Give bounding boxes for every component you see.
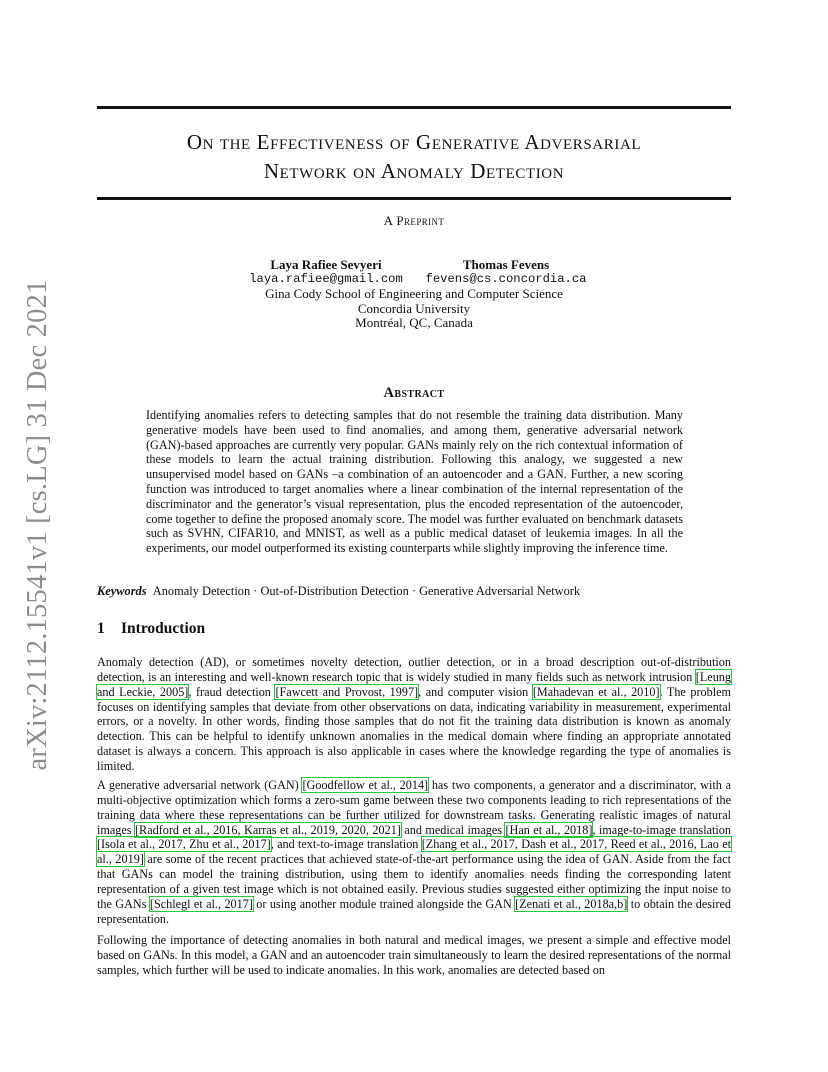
paragraph-text: , image-to-image translation: [592, 822, 731, 837]
paragraph-text: A generative adversarial network (GAN): [97, 778, 303, 792]
paragraph-text: . The problem focuses on identifying samples that deviate from other observations on data, indicating variability in measurement, experimental errors, or a novelty. In other words, finding those samples that do not fit the training data distribution is known as anomaly detection. This can be helpful to identify unknown anomalies in the medical domain where finding an appropriate annotated dataset is always a concern. This approach is also applicable in cases where the knowledge regarding the type of anomalies is limited.: [97, 684, 732, 773]
citation-link[interactable]: [Zhang et al., 2017, Dash et al., 2017, Reed et al., 2016, Lao et al., 2019]: [97, 837, 731, 867]
paragraph-text: to obtain the desired representation.: [97, 896, 732, 926]
abstract-heading: Abstract: [383, 385, 445, 401]
title-rule-top: [97, 106, 731, 109]
paragraph-1: [97, 655, 731, 774]
arxiv-sidebar: [18, 279, 58, 771]
paragraph-text: Anomaly detection (AD), or sometimes novelty detection, outlier detection, or in a broad description out-of-distribution detection, is an interesting and well-known research topic that is widely studied in many fields such as network intrusion: [97, 655, 731, 684]
citation-link[interactable]: [Goodfellow et al., 2014]: [302, 778, 429, 792]
affiliation: [97, 287, 731, 331]
paragraph-text: has two components, a generator and a discriminator, with a multi-objective optimization which forms a zero-sum game between these two components leading to rich representations of the training data where these representations can be further utilized for downstream tasks. Generating realistic images of natural images: [97, 778, 731, 837]
keywords-label: Keywords: [97, 584, 147, 598]
citation-link[interactable]: [Schlegl et al., 2017]: [149, 896, 253, 911]
section-heading-introduction: [97, 620, 731, 638]
paragraph-text: or using another module trained alongside the GAN: [252, 896, 516, 911]
affiliation-line-2: Concordia University: [357, 300, 471, 316]
citation-link[interactable]: [Zenati et al., 2018a,b]: [515, 896, 628, 911]
arxiv-identifier: arXiv:2112.15541v1 [cs.LG] 31 Dec 2021: [22, 279, 53, 771]
abstract-text: Identifying anomalies refers to detecting samples that do not resemble the training data distribution. Many generative models have been used to find anomalies, and among them, generative adversarial network (GAN)-based approaches are currently very popular. GANs mainly rely on the rich contextual information of these models to learn the actual training distribution. Following this analogy, we suggested a new unsupervised model based on GANs –a combination of an autoencoder and a GAN. Further, a new scoring function was introduced to target anomalies where a linear combination of the internal representation of the discriminator and the generator’s visual representation, plus the encoded representation of the autoencoder, come together to define the proposed anomaly score. The model was further evaluated on benchmark datasets such as SVHN, CIFAR10, and MNIST, as well as a public medical dataset of leukemia images. In all the experiments, our model outperformed its existing counterparts while slightly improving the inference time.: [146, 408, 683, 556]
title-line-2: Network on Anomaly Detection: [263, 159, 565, 183]
title-rule-bottom: [97, 197, 731, 200]
section-title: Introduction: [121, 620, 206, 637]
author-1-email[interactable]: laya.rafiee@gmail.com: [249, 272, 403, 286]
citation-link[interactable]: [Fawcett and Provost, 1997]: [275, 684, 419, 699]
affiliation-line-1: Gina Cody School of Engineering and Computer Science: [265, 286, 563, 301]
paragraph-text: , fraud detection: [188, 684, 276, 699]
keywords-line: [97, 584, 731, 599]
citation-link[interactable]: [Leung and Leckie, 2005]: [97, 669, 731, 699]
citation-link[interactable]: [Han et al., 2018]: [505, 822, 593, 837]
author-2-email[interactable]: fevens@cs.concordia.ca: [425, 272, 587, 286]
paragraph-text: , and text-to-image translation: [270, 837, 422, 852]
citation-link[interactable]: [Radford et al., 2016, Karras et al., 2019, 2020, 2021]: [135, 822, 401, 837]
paragraph-2: [97, 778, 731, 926]
paragraph-text: and medical images: [400, 822, 506, 837]
author-2: [423, 257, 589, 287]
author-1: [246, 257, 406, 287]
paragraph-text: , and computer vision: [418, 684, 533, 699]
author-1-name: Laya Rafiee Sevyeri: [270, 257, 382, 272]
section-number: 1: [97, 620, 105, 637]
author-2-name: Thomas Fevens: [462, 257, 550, 272]
citation-link[interactable]: [Isola et al., 2017, Zhu et al., 2017]: [97, 837, 271, 852]
keywords-text: Anomaly Detection · Out-of-Distribution Detection · Generative Adversarial Network: [152, 584, 581, 598]
title-line-1: On the Effectiveness of Generative Adversarial: [186, 130, 642, 154]
affiliation-line-3: Montréal, QC, Canada: [355, 315, 473, 331]
citation-link[interactable]: [Mahadevan et al., 2010]: [532, 684, 660, 699]
paragraph-text: are some of the recent practices that achieved state-of-the-art performance using the idea of GAN. Aside from the fact that GANs can model the training distribution, using them to identify anomalies needs finding the corresponding latent representation of a given test image which is not obtained easily. Previous studies suggested either optimizing the input noise to the GANs: [97, 852, 731, 911]
paper-title: [97, 128, 731, 186]
preprint-label: A Preprint: [383, 213, 445, 228]
paragraph-3: Following the importance of detecting anomalies in both natural and medical images, we present a simple and effective model based on GANs. In this model, a GAN and an autoencoder train simultaneously to learn the desired representations of the normal samples, which further will be used to indicate anomalies. In this work, anomalies are detected based on: [97, 933, 731, 977]
